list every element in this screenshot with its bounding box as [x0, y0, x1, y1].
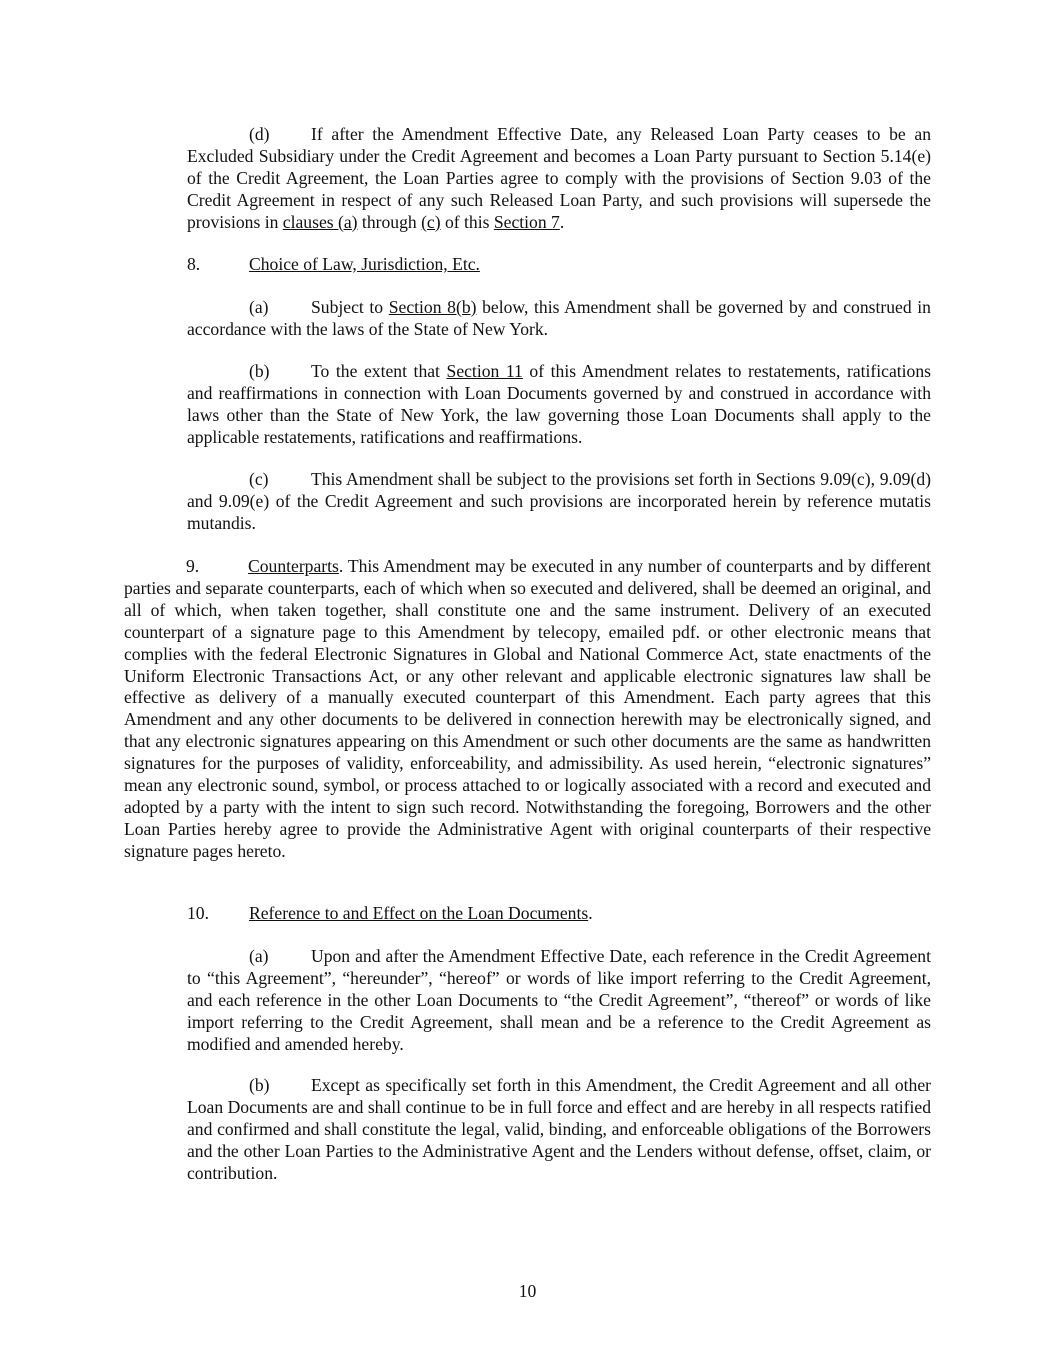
paragraph-8b: (b) To the extent that Section 11 of this Amendment relates to restatements, ratifications and reaffirmations in connection with Loan Documents governed by and construed in accordance with laws other than the State of New York, the law governing those Loan Documents shall apply to the applicable restatements, ratifications and reaffirmations.	[187, 361, 931, 447]
section-number: 9.	[186, 556, 200, 576]
section-11-reference: Section 11	[446, 361, 523, 381]
clause-label: (c)	[249, 469, 269, 489]
clause-label: (b)	[249, 1075, 270, 1095]
clause-c-reference: (c)	[421, 211, 441, 232]
section-number: 10.	[187, 903, 209, 923]
paragraph-7d: (d) If after the Amendment Effective Date, any Released Loan Party ceases to be an Excluded Subsidiary under the Credit Agreement and becomes a Loan Party pursuant to Section 5.14(e) of the Credit Agreement, the Loan Parties agree to comply with the provisions of Section 9.03 of the Credit Agreement in respect of any such Released Loan Party, and such provisions will supersede the provisions in clauses (a) through (c) of this Section 7.	[187, 124, 931, 232]
paragraph-10b: (b) Except as specifically set forth in this Amendment, the Credit Agreement and all other Loan Documents are and shall continue to be in full force and effect and are hereby in all respects ratified and confirmed and shall constitute the legal, valid, binding, and enforceable obligations of the Borrowers and the other Loan Parties to the Administrative Agent and the Lenders without defense, offset, claim, or contribution.	[187, 1075, 931, 1183]
section-8-heading	[187, 254, 931, 276]
clause-label: (b)	[249, 361, 270, 381]
clause-label: (a)	[249, 946, 269, 966]
clause-label: (a)	[249, 297, 269, 317]
clauses-a-reference: clauses (a)	[282, 211, 358, 232]
paragraph-10a: (a) Upon and after the Amendment Effective Date, each reference in the Credit Agreement to “this Agreement”, “hereunder”, “hereof” or words of like import referring to the Credit Agreement, and each reference in the other Loan Documents to “the Credit Agreement”, “thereof” or words of like import referring to the Credit Agreement, shall mean and be a reference to the Credit Agreement as modified and amended hereby.	[187, 946, 931, 1054]
paragraph-8c: (c) This Amendment shall be subject to the provisions set forth in Sections 9.09(c), 9.09(d) and 9.09(e) of the Credit Agreement and such provisions are incorporated herein by reference mutatis mutandis.	[187, 469, 931, 533]
section-title: Reference to and Effect on the Loan Documents	[249, 903, 589, 923]
page-number: 10	[518, 1281, 537, 1301]
clause-label: (d)	[249, 124, 270, 144]
section-title: Choice of Law, Jurisdiction, Etc.	[249, 254, 480, 274]
section-8b-reference: Section 8(b)	[388, 297, 477, 317]
section-9-paragraph: 9. Counterparts. This Amendment may be executed in any number of counterparts and by different parties and separate counterparts, each of which when so executed and delivered, shall be deemed an original, and all of which, when taken together, shall constitute one and the same instrument. Delivery of an executed counterpart of a signature page to this Amendment by telecopy, emailed pdf. or other electronic means that complies with the federal Electronic Signatures in Global and National Commerce Act, state enactments of the Uniform Electronic Transactions Act, or any other relevant and applicable electronic signatures law shall be effective as delivery of a manually executed counterpart of this Amendment. Each party agrees that this Amendment and any other documents to be delivered in connection herewith may be electronically signed, and that any electronic signatures appearing on this Amendment or such other documents are the same as handwritten signatures for the purposes of validity, enforceability, and admissibility. As used herein, “electronic signatures” mean any electronic sound, symbol, or process attached to or logically associated with a record and executed and adopted by a party with the intent to sign such record. Notwithstanding the foregoing, Borrowers and the other Loan Parties hereby agree to provide the Administrative Agent with original counterparts of their respective signature pages hereto.	[124, 556, 931, 861]
section-title: Counterparts	[248, 556, 339, 576]
section-10-heading: 10. Reference to and Effect on the Loan Documents.	[187, 903, 593, 923]
section-7-reference: Section 7	[493, 211, 560, 232]
section-number: 8.	[187, 254, 201, 274]
paragraph-8a: (a) Subject to Section 8(b) below, this Amendment shall be governed by and construed in accordance with the laws of the State of New York.	[187, 297, 931, 339]
